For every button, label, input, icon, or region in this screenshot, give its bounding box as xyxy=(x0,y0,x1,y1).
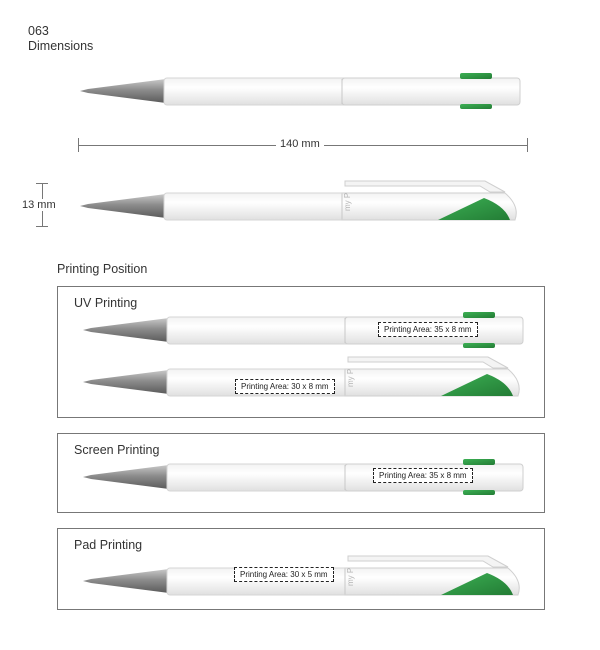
pen-top-view xyxy=(80,70,525,110)
screen-print-area: Printing Area: 35 x 8 mm xyxy=(373,468,473,483)
length-tick-right xyxy=(527,138,528,152)
uv-pen-logo-mark: my P xyxy=(346,368,355,387)
screen-printing-title: Screen Printing xyxy=(74,443,160,457)
uv-print-area-top: Printing Area: 35 x 8 mm xyxy=(378,322,478,337)
pad-printing-box xyxy=(57,528,545,610)
uv-printing-box xyxy=(57,286,545,418)
printing-position-title: Printing Position xyxy=(57,262,148,276)
uv-print-area-bottom: Printing Area: 30 x 8 mm xyxy=(235,379,335,394)
pad-printing-title: Pad Printing xyxy=(74,538,143,552)
dimensions-heading: Dimensions xyxy=(28,39,94,53)
diameter-label: 13 mm xyxy=(22,199,56,211)
pen-clip-view xyxy=(80,178,525,230)
uv-printing-title: UV Printing xyxy=(74,296,138,310)
diameter-tick-bottom xyxy=(36,226,48,227)
pen-logo-mark: my P xyxy=(343,192,352,211)
pad-pen-logo-mark: my P xyxy=(346,567,355,586)
product-code: 063 xyxy=(28,24,49,38)
length-label: 140 mm xyxy=(276,138,324,150)
screen-printing-box xyxy=(57,433,545,513)
pad-print-area: Printing Area: 30 x 5 mm xyxy=(234,567,334,582)
